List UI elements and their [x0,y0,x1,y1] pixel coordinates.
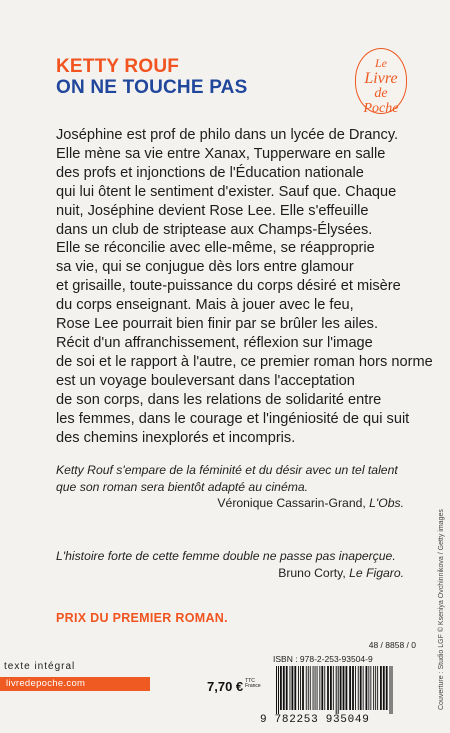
barcode-bar [360,666,362,710]
quote-line: Ketty Rouf s'empare de la féminité et du désir avec un tel talent [56,463,398,477]
barcode-bar [286,666,288,710]
barcode-bar [319,666,320,710]
barcode-bar [358,666,359,710]
barcode-bar [278,666,279,714]
livre-de-poche-logo [355,48,407,114]
blurb-line: nuit, Joséphine devient Rose Lee. Elle s'effeuille [56,202,369,219]
barcode-bar [363,666,364,710]
blurb-line: dans un club de striptease aux Champs-Élysées. [56,221,373,238]
blurb-line: Récit d'un affranchissement, réflexion sur l'image [56,334,373,351]
edition-code: 48 / 8858 / 0 [368,640,416,650]
barcode-bar [373,666,374,710]
logo-line-3: de Poche [363,86,399,116]
barcode-bar [333,666,334,710]
blurb-line: des profs et injonctions de l'Éducation nationale [56,164,364,181]
barcode-bar [317,666,318,710]
quote-publication: L'Obs. [369,496,404,510]
barcode-bar [370,666,371,710]
blurb-line: est un voyage bouleversant dans l'acceptation [56,372,355,389]
barcode-bar [327,666,329,710]
quote-source [56,495,426,512]
barcode-bar [294,666,296,710]
barcode-bar [308,666,309,710]
barcode-bar [377,666,378,710]
barcode-bar [392,666,393,714]
barcode-image [274,666,420,714]
book-title: ON NE TOUCHE PAS [56,77,248,98]
blurb-line: Elle mène sa vie entre Xanax, Tupperware en salle [56,145,386,162]
barcode-bar [340,666,342,710]
barcode-bar [306,666,307,710]
barcode-bar [366,666,368,710]
barcode-bar [383,666,385,710]
barcode-bar [349,666,351,710]
quote-line: L'histoire forte de cette femme double ne passe pas inaperçue. [56,549,396,563]
prize-label: PRIX DU PREMIER ROMAN. [56,611,228,625]
blurb-line: sa vie, qui se conjugue dès lors entre glamour [56,259,354,276]
barcode-bar [280,666,282,710]
logo-line-1: Le [375,56,387,70]
barcode-bar [380,666,382,710]
cover-credit: Couverture : Studio LGF © Kseniya Ovchinnikova / Getty images [438,509,445,710]
blurb-line: les femmes, dans le courage et l'ingéniosité de qui suit [56,410,410,427]
barcode-bar [313,666,314,710]
quote-author: Véronique Cassarin-Grand, [217,496,370,510]
blurb-line: des chemins inexplorés et incompris. [56,429,296,446]
blurb-line: Elle se réconcilie avec elle-même, se réapproprie [56,240,375,257]
barcode-bar [375,666,376,710]
blurb-line: du corps enseignant. Mais à jouer avec le feu, [56,297,354,314]
price-value: 7,70 € [207,679,244,694]
barcode-bar [346,666,348,710]
barcode-bar [324,666,325,710]
barcode-bar [336,666,337,714]
author-name: KETTY ROUF [56,56,180,77]
blurb-line: Joséphine est prof de philo dans un lycée de Drancy. [56,127,399,143]
blurb-line: Rose Lee pourrait bien finir par se brûler les ailes. [56,316,379,333]
barcode-bar [330,666,332,710]
barcode-bar [298,666,299,710]
barcode-block [260,666,420,728]
barcode-bar [386,666,388,710]
blurb-line: qui lui ôtent le sentiment d'exister. Sauf que. Chaque [56,183,397,200]
barcode-bar [276,666,277,714]
barcode-bar [283,666,285,710]
quote-line: que son roman sera bientôt adapté au cinéma. [56,479,309,494]
barcode-bar [343,666,345,710]
quote-publication: Le Figaro. [349,565,404,580]
barcode-bar [315,666,316,710]
quote-author: Bruno Corty, [278,565,350,580]
isbn-label: ISBN : 978-2-253-93504-9 [273,654,373,664]
price-ttc: TTC [245,678,255,684]
logo-line-2: Livre [364,70,398,87]
barcode-bar [338,666,339,714]
barcode-bar [292,666,294,710]
barcode-digits: 9 782253 935049 [260,714,370,726]
press-quote-lobs [56,462,426,512]
quote-source [56,565,426,582]
press-quote-figaro [56,548,426,581]
barcode-bar [355,666,356,710]
blurb-line: de son corps, dans les relations de solidarité entre [56,391,382,408]
barcode-bar [300,666,301,710]
barcode-bar [321,666,323,710]
texte-integral-label: texte intégral [4,661,76,672]
blurb-paragraph [56,126,433,447]
blurb-line: de soi et le rapport à l'autre, ce premier roman hors norme [56,353,433,370]
barcode-bar [390,666,391,714]
price-label [207,679,261,694]
barcode-bar [290,666,291,710]
website-link[interactable]: livredepoche.com [0,677,150,691]
barcode-bar [352,666,354,710]
blurb-line: et grisaille, toute-puissance du corps désiré et misère [56,278,401,295]
price-country: France [245,683,261,689]
price-tax-note [245,679,261,689]
barcode-bar [310,666,311,710]
barcode-bar [368,666,369,710]
barcode-bar [302,666,304,710]
